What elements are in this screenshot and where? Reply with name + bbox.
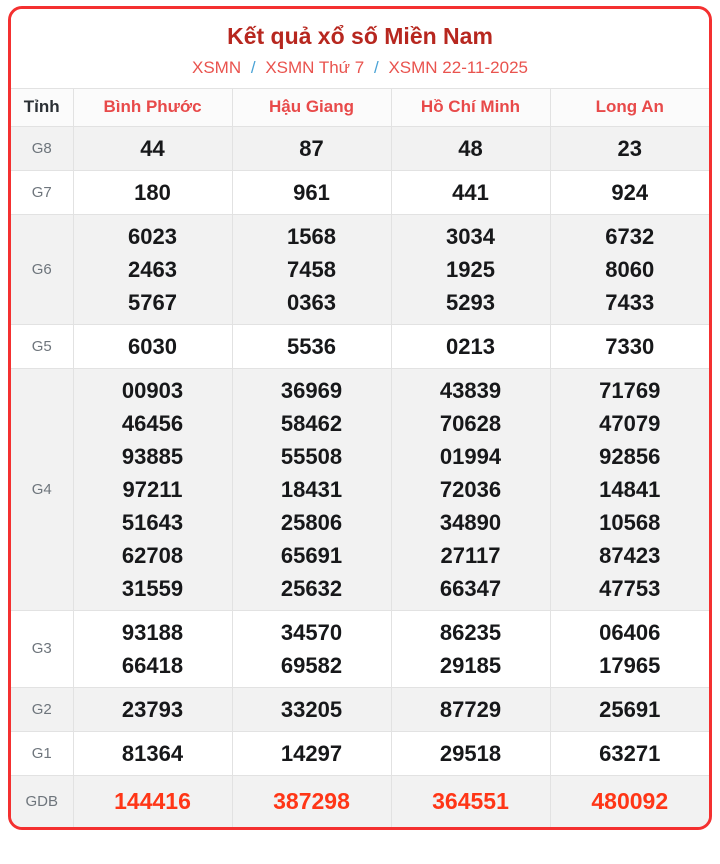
prize-number: 364551 <box>432 788 509 814</box>
prize-number: 51643 <box>121 509 184 535</box>
prize-number: 6030 <box>128 333 177 359</box>
prize-number: 34570 <box>280 619 343 645</box>
prize-number: 8060 <box>605 256 655 282</box>
prize-number: 70628 <box>439 410 502 436</box>
prize-cell <box>550 368 709 610</box>
prize-row-g2 <box>11 687 709 731</box>
prize-number: 25691 <box>599 696 661 722</box>
prize-cell <box>73 775 232 827</box>
row-label: G4 <box>11 368 73 610</box>
prize-number: 72036 <box>439 476 502 502</box>
prize-cell <box>391 687 550 731</box>
column-header-hau-giang: Hậu Giang <box>232 88 391 126</box>
prize-cell <box>391 610 550 687</box>
prize-number: 31559 <box>121 575 184 601</box>
prize-number: 961 <box>293 179 330 205</box>
prize-cell <box>391 214 550 324</box>
prize-row-g8 <box>11 126 709 170</box>
row-label: G7 <box>11 170 73 214</box>
prize-cell <box>73 324 232 368</box>
prize-cell <box>73 610 232 687</box>
results-body <box>11 126 709 827</box>
prize-number: 180 <box>134 179 171 205</box>
prize-number: 27117 <box>440 542 501 568</box>
prize-number: 97211 <box>122 476 183 502</box>
prize-row-g3 <box>11 610 709 687</box>
column-header-binh-phuoc: Bình Phước <box>73 88 232 126</box>
breadcrumb <box>17 58 703 78</box>
prize-number: 43839 <box>439 377 502 403</box>
prize-cell <box>550 324 709 368</box>
prize-number: 6732 <box>605 223 655 249</box>
prize-number: 23 <box>617 135 642 161</box>
prize-number: 25632 <box>280 575 343 601</box>
row-label: G6 <box>11 214 73 324</box>
prize-cell <box>232 126 391 170</box>
prize-number: 1925 <box>446 256 495 282</box>
prize-number: 87 <box>299 135 324 161</box>
prize-row-g6 <box>11 214 709 324</box>
prize-cell <box>391 368 550 610</box>
prize-number: 23793 <box>121 696 184 722</box>
breadcrumb-link-xsmn-date[interactable]: XSMN 22-11-2025 <box>388 57 528 77</box>
prize-number: 48 <box>458 135 483 161</box>
lottery-results-card <box>8 6 712 830</box>
prize-number: 47753 <box>599 575 661 601</box>
prize-number: 87729 <box>439 696 502 722</box>
prize-cell <box>391 170 550 214</box>
prize-number: 18431 <box>280 476 343 502</box>
prize-cell <box>550 775 709 827</box>
prize-number: 66418 <box>121 652 184 678</box>
prize-cell <box>232 775 391 827</box>
prize-number: 06406 <box>599 619 661 645</box>
prize-number: 66347 <box>439 575 502 601</box>
page-title: Kết quả xổ số Miền Nam <box>227 23 493 49</box>
prize-number: 63271 <box>599 740 661 766</box>
prize-cell <box>73 731 232 775</box>
prize-number: 55508 <box>280 443 343 469</box>
prize-cell <box>232 324 391 368</box>
prize-number: 92856 <box>599 443 661 469</box>
prize-cell <box>391 324 550 368</box>
prize-number: 93885 <box>121 443 184 469</box>
prize-number: 14297 <box>280 740 343 766</box>
header-row <box>11 88 709 126</box>
prize-number: 29518 <box>439 740 502 766</box>
breadcrumb-separator: / <box>250 57 256 77</box>
prize-number: 14841 <box>599 476 661 502</box>
column-header-ho-chi-minh: Hồ Chí Minh <box>391 88 550 126</box>
prize-cell <box>391 126 550 170</box>
results-table <box>11 88 709 828</box>
prize-cell <box>73 214 232 324</box>
prize-number: 36969 <box>280 377 343 403</box>
prize-cell <box>550 687 709 731</box>
prize-row-g1 <box>11 731 709 775</box>
prize-cell <box>232 731 391 775</box>
prize-number: 34890 <box>439 509 502 535</box>
prize-number: 47079 <box>599 410 661 436</box>
prize-number: 01994 <box>439 443 502 469</box>
prize-number: 93188 <box>121 619 184 645</box>
prize-row-g4 <box>11 368 709 610</box>
prize-number: 69582 <box>280 652 343 678</box>
row-label: GDB <box>11 775 73 827</box>
prize-number: 5767 <box>128 289 177 315</box>
prize-cell <box>232 610 391 687</box>
prize-cell <box>550 610 709 687</box>
row-label: G8 <box>11 126 73 170</box>
prize-number: 10568 <box>599 509 661 535</box>
prize-number: 5293 <box>446 289 495 315</box>
row-label: G3 <box>11 610 73 687</box>
prize-number: 65691 <box>280 542 343 568</box>
prize-number: 62708 <box>121 542 184 568</box>
prize-number: 480092 <box>591 788 669 814</box>
prize-number: 7458 <box>287 256 336 282</box>
prize-number: 25806 <box>280 509 343 535</box>
prize-number: 46456 <box>121 410 184 436</box>
prize-number: 87423 <box>599 542 661 568</box>
prize-cell <box>391 775 550 827</box>
breadcrumb-separator: / <box>373 57 379 77</box>
prize-cell <box>550 731 709 775</box>
breadcrumb-link-xsmn-thu7[interactable]: XSMN Thứ 7 <box>265 57 365 77</box>
prize-number: 387298 <box>273 788 350 814</box>
card-header <box>11 9 709 88</box>
prize-cell <box>391 731 550 775</box>
prize-number: 71769 <box>599 377 661 403</box>
prize-cell <box>550 214 709 324</box>
row-label: G1 <box>11 731 73 775</box>
breadcrumb-link-xsmn[interactable]: XSMN <box>191 57 242 77</box>
prize-cell <box>232 214 391 324</box>
prize-cell <box>73 368 232 610</box>
prize-cell <box>550 170 709 214</box>
prize-row-g7 <box>11 170 709 214</box>
prize-number: 00903 <box>121 377 184 403</box>
prize-cell <box>73 687 232 731</box>
prize-cell <box>73 126 232 170</box>
prize-number: 441 <box>452 179 489 205</box>
prize-number: 44 <box>140 135 165 161</box>
prize-number: 3034 <box>446 223 495 249</box>
prize-number: 0363 <box>287 289 336 315</box>
column-header-long-an: Long An <box>550 88 709 126</box>
prize-number: 86235 <box>439 619 502 645</box>
prize-number: 0213 <box>446 333 495 359</box>
prize-cell <box>232 368 391 610</box>
prize-cell <box>232 687 391 731</box>
row-label: G2 <box>11 687 73 731</box>
prize-number: 7330 <box>605 333 655 359</box>
row-label: G5 <box>11 324 73 368</box>
prize-row-g5 <box>11 324 709 368</box>
prize-number: 33205 <box>280 696 343 722</box>
prize-number: 924 <box>611 179 649 205</box>
prize-number: 6023 <box>128 223 177 249</box>
prize-number: 144416 <box>114 788 191 814</box>
prize-number: 58462 <box>280 410 343 436</box>
prize-cell <box>73 170 232 214</box>
prize-number: 1568 <box>287 223 336 249</box>
prize-number: 2463 <box>128 256 177 282</box>
prize-cell <box>232 170 391 214</box>
prize-number: 7433 <box>605 289 655 315</box>
column-header-province-label: Tỉnh <box>11 88 73 126</box>
prize-number: 29185 <box>439 652 502 678</box>
prize-cell <box>550 126 709 170</box>
prize-number: 81364 <box>121 740 184 766</box>
prize-number: 5536 <box>287 333 336 359</box>
prize-row-gdb <box>11 775 709 827</box>
prize-number: 17965 <box>599 652 661 678</box>
